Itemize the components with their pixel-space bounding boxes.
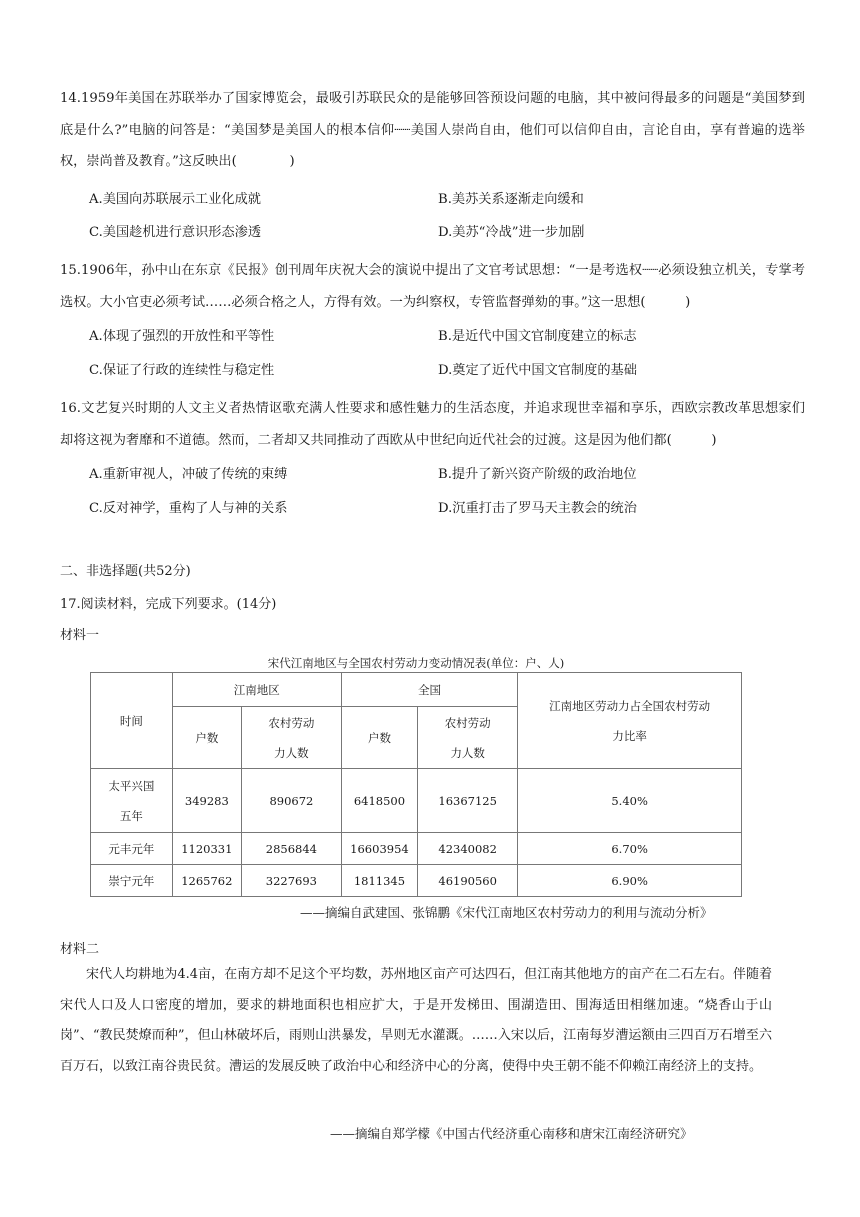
row-nat-households: 1811345 (341, 865, 417, 897)
row-time: 元丰元年 (91, 833, 173, 865)
question-14-option-a: A.美国向苏联展示工业化成就 (89, 192, 261, 207)
header-ratio (518, 673, 742, 769)
row-ratio: 6.70% (518, 833, 742, 865)
question-15-option-a: A.体现了强烈的开放性和平等性 (89, 329, 275, 344)
row-jn-labor: 890672 (242, 769, 342, 833)
material-1-label: 材料一 (60, 628, 100, 643)
table-row (91, 769, 742, 833)
question-16-option-a: A.重新审视人，冲破了传统的束缚 (89, 467, 288, 482)
row-time-line2: 五年 (119, 808, 143, 823)
row-jn-households: 1120331 (172, 833, 241, 865)
question-17-heading: 17.阅读材料，完成下列要求。(14分) (60, 597, 277, 612)
row-nat-households: 6418500 (341, 769, 417, 833)
header-jn-labor (242, 707, 342, 769)
material-2-text: 宋代人均耕地为4.4亩，在南方却不足这个平均数，苏州地区亩产可达四石，但江南其他地方的亩产在二石左右。伴随着宋代人口及人口密度的增加，要求的耕地面积也相应扩大，于是开发梯田、围湖造田、围海适田相继加速。“烧香山于山岗”、“教民焚燎而种”，但山林破坏后，雨则山洪暴发，旱则无水灌溉。……入宋以后，江南每岁漕运额由三四百万石增至六百万石，以致江南谷贵民贫。漕运的发展反映了政治中心和经济中心的分离，使得中央王朝不能不仰赖江南经济上的支持。 (60, 967, 772, 1074)
row-nat-households: 16603954 (341, 833, 417, 865)
question-14-option-c: C.美国趁机进行意识形态渗透 (89, 225, 262, 240)
question-14-stem: 14.1959年美国在苏联举办了国家博览会，最吸引苏联民众的是能够回答预设问题的电脑，其中被问得最多的问题是“美国梦到底是什么?”电脑的问答是：“美国梦是美国人的根本信仰┈┈美国人崇尚自由，他们可以信仰自由，言论自由，享有普遍的选举权，崇尚普及教育。”这反映出( ) (60, 91, 805, 169)
question-15-option-c: C.保证了行政的连续性与稳定性 (89, 363, 275, 378)
header-jn-labor-line2: 力人数 (274, 745, 309, 760)
header-ratio-line2: 力比率 (612, 728, 647, 743)
row-jn-households: 1265762 (172, 865, 241, 897)
question-16-option-b: B.提升了新兴资产阶级的政治地位 (438, 467, 637, 482)
table-caption: 宋代江南地区与全国农村劳动力变动情况表(单位：户、人) (267, 656, 565, 670)
table-row (91, 833, 742, 865)
material-1-source: ——摘编自武建国、张锦鹏《宋代江南地区农村劳动力的利用与流动分析》 (300, 905, 713, 920)
header-national: 全国 (341, 673, 517, 707)
header-jiangnan: 江南地区 (172, 673, 341, 707)
question-16-stem: 16.文艺复兴时期的人文主义者热情讴歌充满人性要求和感性魅力的生活态度，并追求现世幸福和享乐，西欧宗教改革思想家们却将这视为奢靡和不道德。然而，二者却又共同推动了西欧从中世纪向近代社会的过渡。这是因为他们都( ) (60, 401, 805, 448)
row-nat-labor: 42340082 (418, 833, 518, 865)
question-15-stem: 15.1906年，孙中山在东京《民报》创刊周年庆祝大会的演说中提出了文官考试思想：“一是考选权┈┈必须设独立机关，专掌考选权。大小官吏必须考试……必须合格之人，方得有效。一为纠察权，专管监督弹劾的事。”这一思想( ) (60, 263, 805, 310)
header-ratio-line1: 江南地区劳动力占全国农村劳动 (549, 698, 711, 713)
header-nat-labor (418, 707, 518, 769)
table-row (91, 865, 742, 897)
row-ratio: 5.40% (518, 769, 742, 833)
material-2-label: 材料二 (60, 942, 100, 957)
row-jn-households: 349283 (172, 769, 241, 833)
header-nat-households: 户数 (341, 707, 417, 769)
header-time: 时间 (91, 673, 173, 769)
question-16-option-c: C.反对神学，重构了人与神的关系 (89, 501, 288, 516)
row-jn-labor: 2856844 (242, 833, 342, 865)
row-time-line1: 太平兴国 (108, 778, 155, 793)
question-15-option-d: D.奠定了近代中国文官制度的基础 (438, 363, 637, 378)
labor-table (90, 672, 742, 897)
question-14-option-b: B.美苏关系逐渐走向缓和 (438, 192, 584, 207)
row-nat-labor: 16367125 (418, 769, 518, 833)
question-16-option-d: D.沉重打击了罗马天主教会的统治 (438, 501, 637, 516)
question-14-option-d: D.美苏“冷战”进一步加剧 (438, 225, 585, 240)
question-15-option-b: B.是近代中国文官制度建立的标志 (438, 329, 637, 344)
material-2-source: ——摘编自郑学檬《中国古代经济重心南移和唐宋江南经济研究》 (330, 1126, 693, 1141)
row-jn-labor: 3227693 (242, 865, 342, 897)
row-nat-labor: 46190560 (418, 865, 518, 897)
section-2-heading: 二、非选择题(共52分) (60, 564, 191, 579)
header-nat-labor-line2: 力人数 (450, 745, 485, 760)
header-jn-households: 户数 (172, 707, 241, 769)
row-time: 崇宁元年 (91, 865, 173, 897)
row-time (91, 769, 173, 833)
header-nat-labor-line1: 农村劳动 (444, 715, 491, 730)
row-ratio: 6.90% (518, 865, 742, 897)
header-jn-labor-line1: 农村劳动 (268, 715, 315, 730)
